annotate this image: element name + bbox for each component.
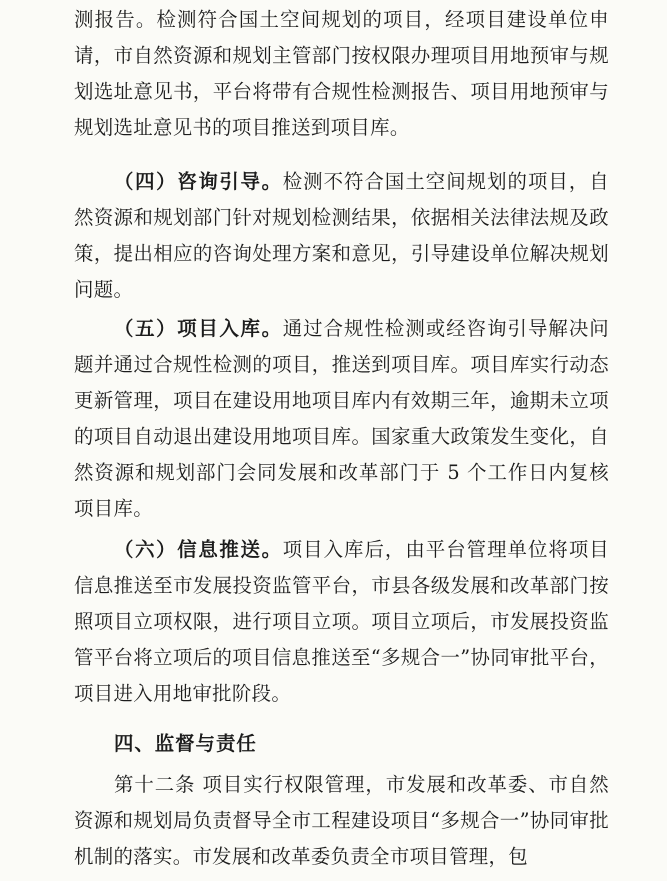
document-page (74, 0, 609, 881)
clause-body-warehousing: 通过合规性检测或经咨询引导解决问题并通过合规性检测的项目，推送到项目库。项目库实行动态更新管理，项目在建设用地项目库内有效期三年，逾期未立项的项目自动退出建设用地项目库。国家重大政策发生变化，自然资源和规划部门会同发展和改革部门于 5 个工作日内复核项目库。 (74, 317, 609, 521)
paragraph-project-warehousing (74, 311, 609, 528)
clause-heading-warehousing: （五）项目入库。 (114, 317, 283, 340)
clause-heading-info-push: （六）信息推送。 (114, 538, 283, 561)
clause-body-consultation: 检测不符合国土空间规划的项目，自然资源和规划部门针对规划检测结果，依据相关法律法规及政策，提出相应的咨询处理方案和意见，引导建设单位解决规划问题。 (74, 170, 609, 302)
paragraph-consultation-guidance (74, 164, 609, 308)
clause-body-info-push: 项目入库后，由平台管理单位将项目信息推送至市发展投资监管平台，市县各级发展和改革部门按照项目立项权限，进行项目立项。项目立项后，市发展投资监管平台将立项后的项目信息推送至“多规合一”协同审批平台，项目进入用地审批阶段。 (74, 538, 609, 706)
paragraph-article-twelve: 第十二条 项目实行权限管理，市发展和改革委、市自然资源和规划局负责督导全市工程建设项目“多规合一”协同审批机制的落实。市发展和改革委负责全市项目管理，包 (74, 773, 609, 869)
section-heading-supervision: 四、监督与责任 (114, 732, 257, 755)
paragraph-report-submission: 测报告。检测符合国土空间规划的项目，经项目建设单位申请，市自然资源和规划主管部门按权限办理项目用地预审与规划选址意见书，平台将带有合规性检测报告、项目用地预审与规划选址意见书的项目推送到项目库。 (74, 8, 609, 140)
paragraph-information-push (74, 532, 609, 712)
clause-heading-consultation: （四）咨询引导。 (114, 170, 283, 193)
